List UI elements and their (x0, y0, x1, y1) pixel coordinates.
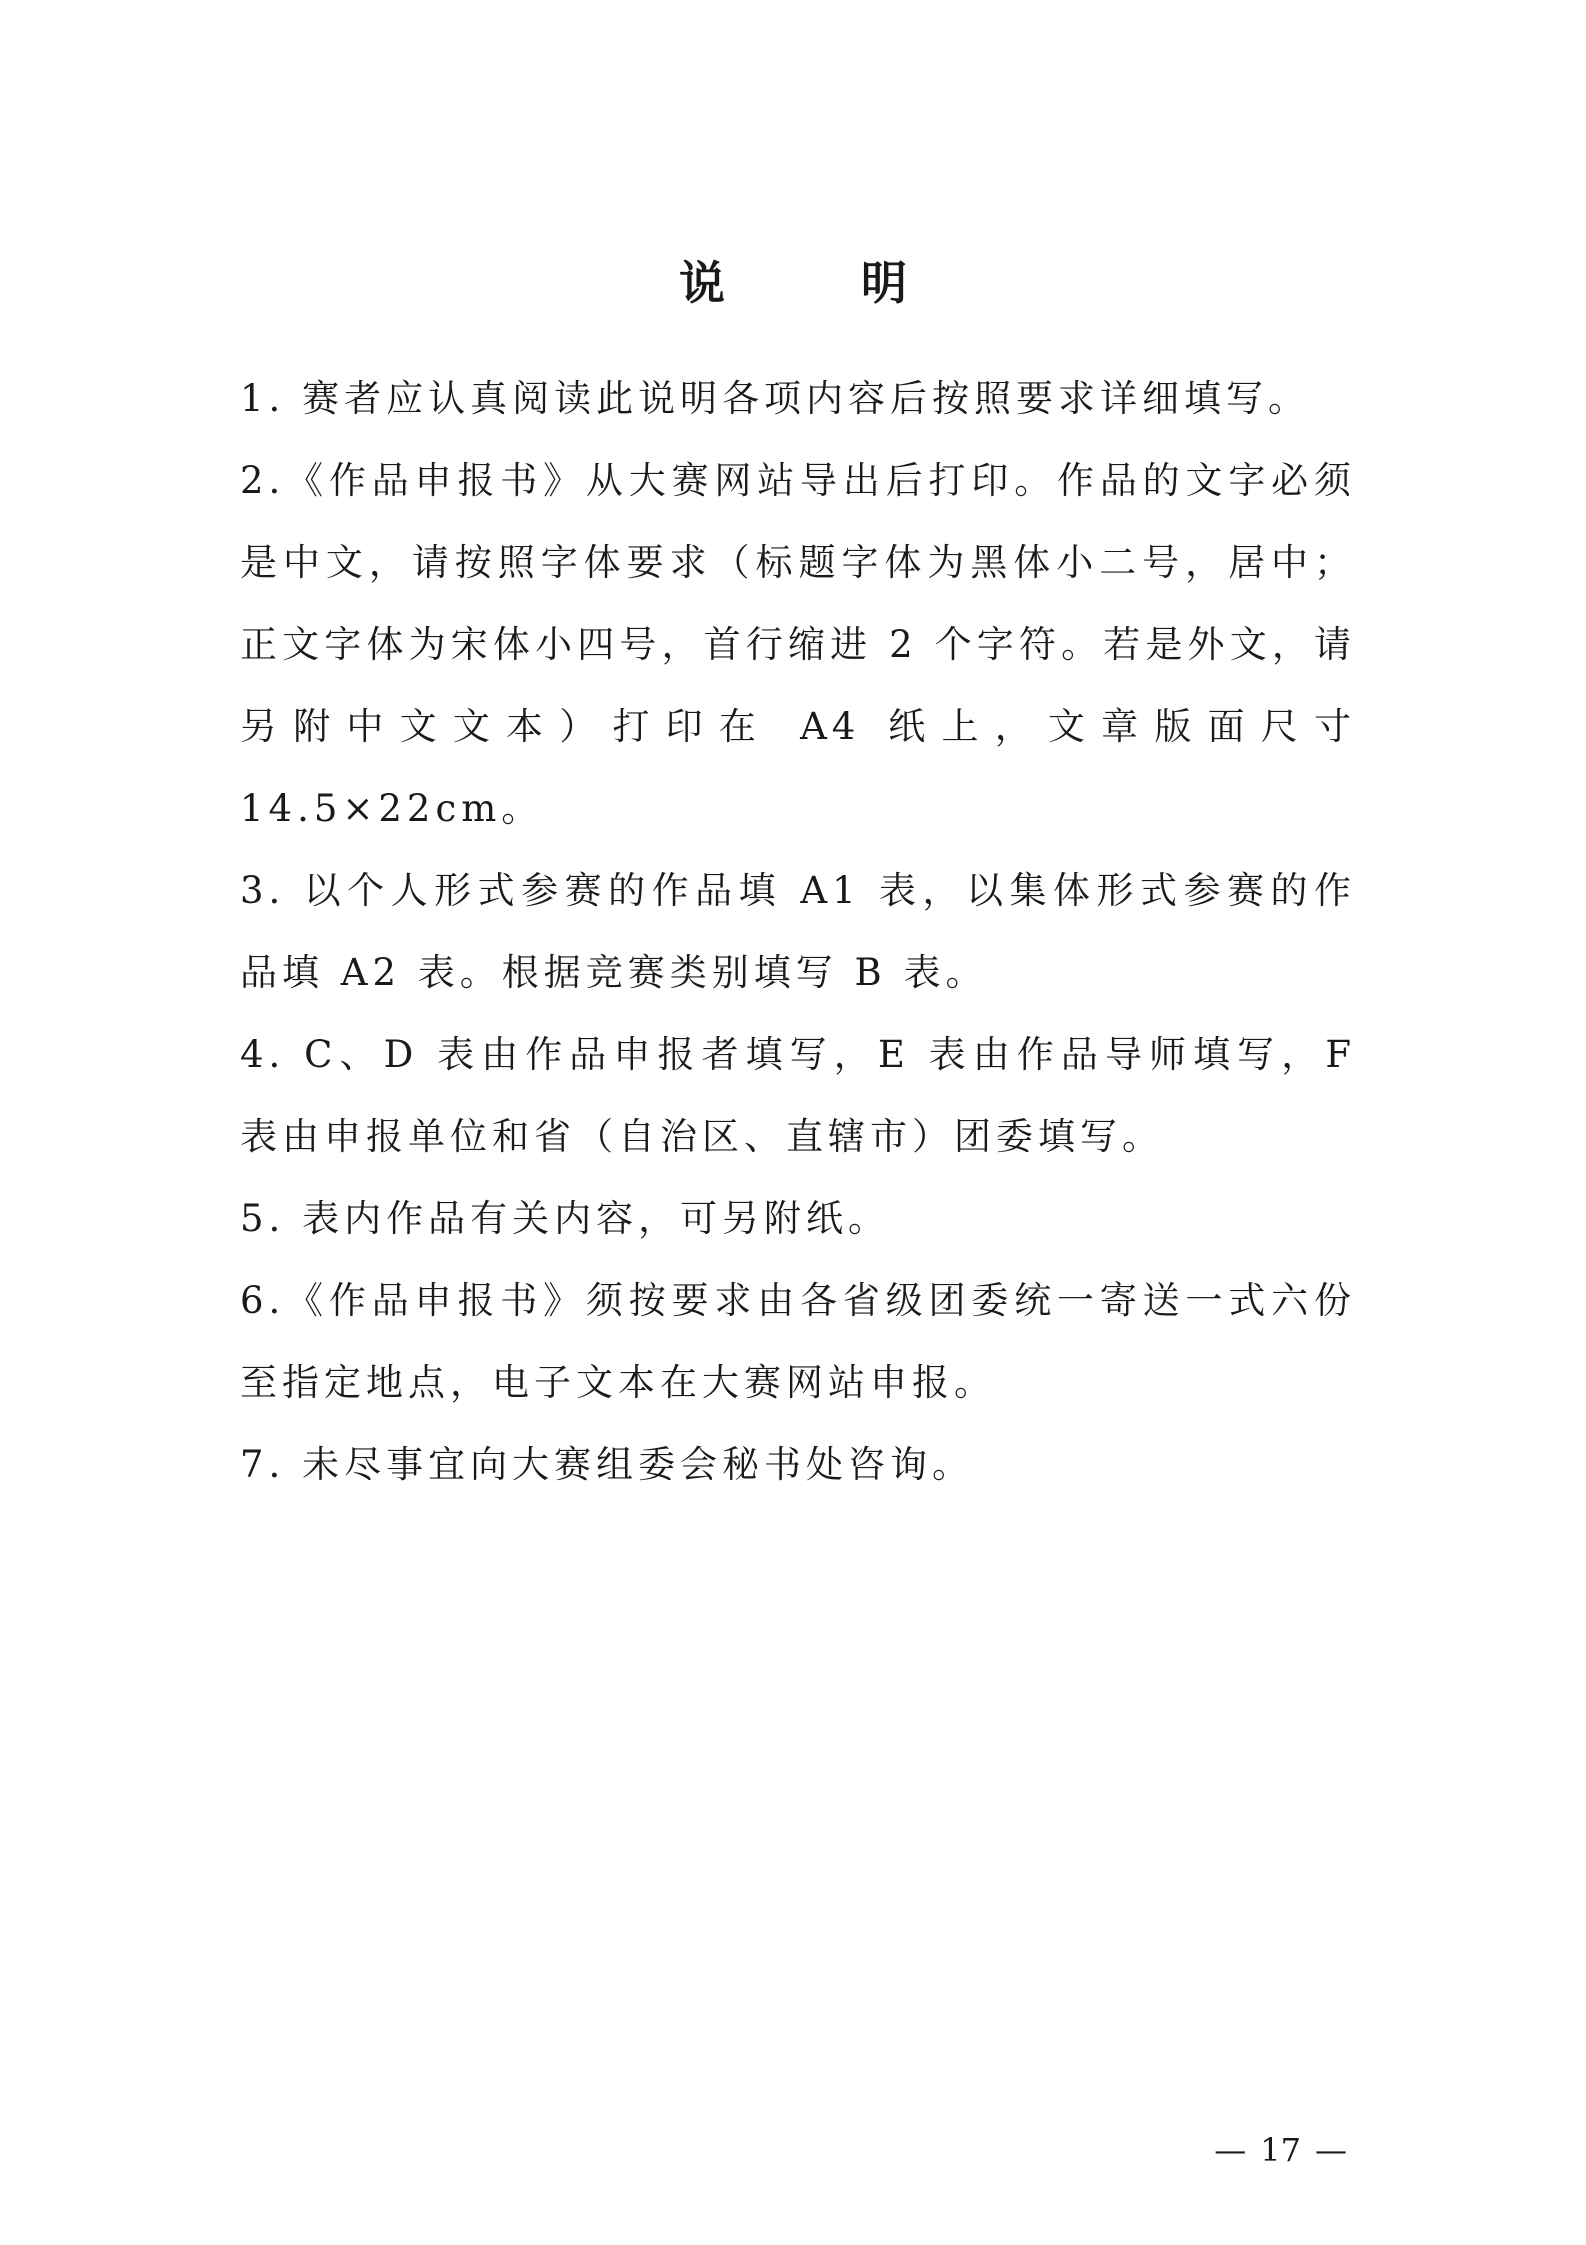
page-title: 说 明 (678, 256, 967, 310)
footer-dash-left: — (1214, 2131, 1247, 2169)
instruction-item-1: 1. 赛者应认真阅读此说明各项内容后按照要求详细填写。 (240, 377, 1311, 420)
page-footer (1200, 2130, 1361, 2170)
page-number: 17 (1260, 2131, 1301, 2169)
instructions-body (240, 358, 1356, 1506)
instruction-item-3: 3. 以个人形式参赛的作品填 A1 表，以集体形式参赛的作品填 A2 表。根据竞赛类别填写 B 表。 (240, 869, 1356, 994)
footer-dash-right: — (1315, 2131, 1347, 2169)
instruction-item-4: 4. C、D 表由作品申报者填写，E 表由作品导师填写，F 表由申报单位和省（自治区、直辖市）团委填写。 (240, 1033, 1356, 1158)
instruction-item-6: 6.《作品申报书》须按要求由各省级团委统一寄送一式六份至指定地点，电子文本在大赛网站申报。 (240, 1279, 1356, 1404)
instruction-item-7: 7. 未尽事宜向大赛组委会秘书处咨询。 (240, 1443, 975, 1486)
instruction-item-5: 5. 表内作品有关内容，可另附纸。 (240, 1197, 891, 1240)
instruction-item-2: 2.《作品申报书》从大赛网站导出后打印。作品的文字必须是中文，请按照字体要求（标题字体为黑体小二号，居中；正文字体为宋体小四号，首行缩进 2 个字符。若是外文，请另附中文文本）打印在 A4 纸上，文章版面尺寸 14.5×22cm。 (240, 459, 1356, 830)
